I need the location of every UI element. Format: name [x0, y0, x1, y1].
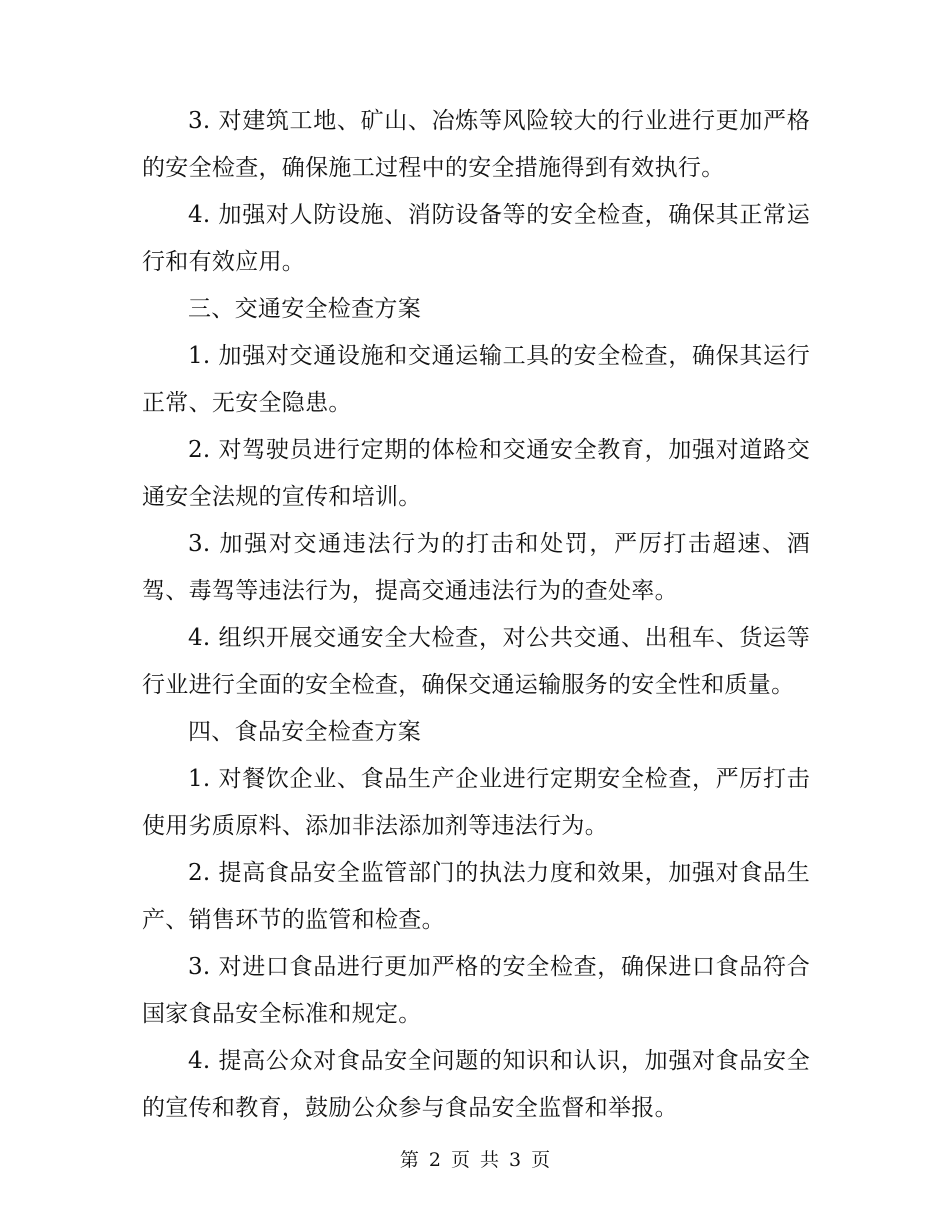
paragraph-driver-education: 2. 对驾驶员进行定期的体检和交通安全教育，加强对道路交通安全法规的宣传和培训。 [142, 437, 810, 510]
paragraph-civil-defense-fire: 4. 加强对人防设施、消防设备等的安全检查，确保其正常运行和有效应用。 [142, 202, 810, 275]
paragraph-food-enterprise-inspection: 1. 对餐饮企业、食品生产企业进行定期安全检查，严厉打击使用劣质原料、添加非法添加剂等违法行为。 [142, 766, 810, 839]
page-number-footer: 第 2 页 共 3 页 [399, 1149, 551, 1171]
paragraph-public-awareness: 4. 提高公众对食品安全问题的知识和认识，加强对食品安全的宣传和教育，鼓励公众参与食品安全监督和举报。 [142, 1048, 810, 1121]
section-heading-traffic: 三、交通安全检查方案 [188, 296, 421, 322]
document-body [142, 98, 810, 1132]
paragraph-construction-inspection: 3. 对建筑工地、矿山、冶炼等风险较大的行业进行更加严格的安全检查，确保施工过程中的安全措施得到有效执行。 [142, 108, 810, 181]
paragraph-traffic-inspection: 4. 组织开展交通安全大检查，对公共交通、出租车、货运等行业进行全面的安全检查，确保交通运输服务的安全性和质量。 [142, 625, 810, 698]
paragraph-food-supervision: 2. 提高食品安全监管部门的执法力度和效果，加强对食品生产、销售环节的监管和检查。 [142, 860, 810, 933]
paragraph-traffic-facilities: 1. 加强对交通设施和交通运输工具的安全检查，确保其运行正常、无安全隐患。 [142, 343, 810, 416]
paragraph-traffic-violations: 3. 加强对交通违法行为的打击和处罚，严厉打击超速、酒驾、毒驾等违法行为，提高交通违法行为的查处率。 [142, 531, 810, 604]
section-heading-food: 四、食品安全检查方案 [188, 719, 421, 745]
paragraph-imported-food: 3. 对进口食品进行更加严格的安全检查，确保进口食品符合国家食品安全标准和规定。 [142, 954, 810, 1027]
